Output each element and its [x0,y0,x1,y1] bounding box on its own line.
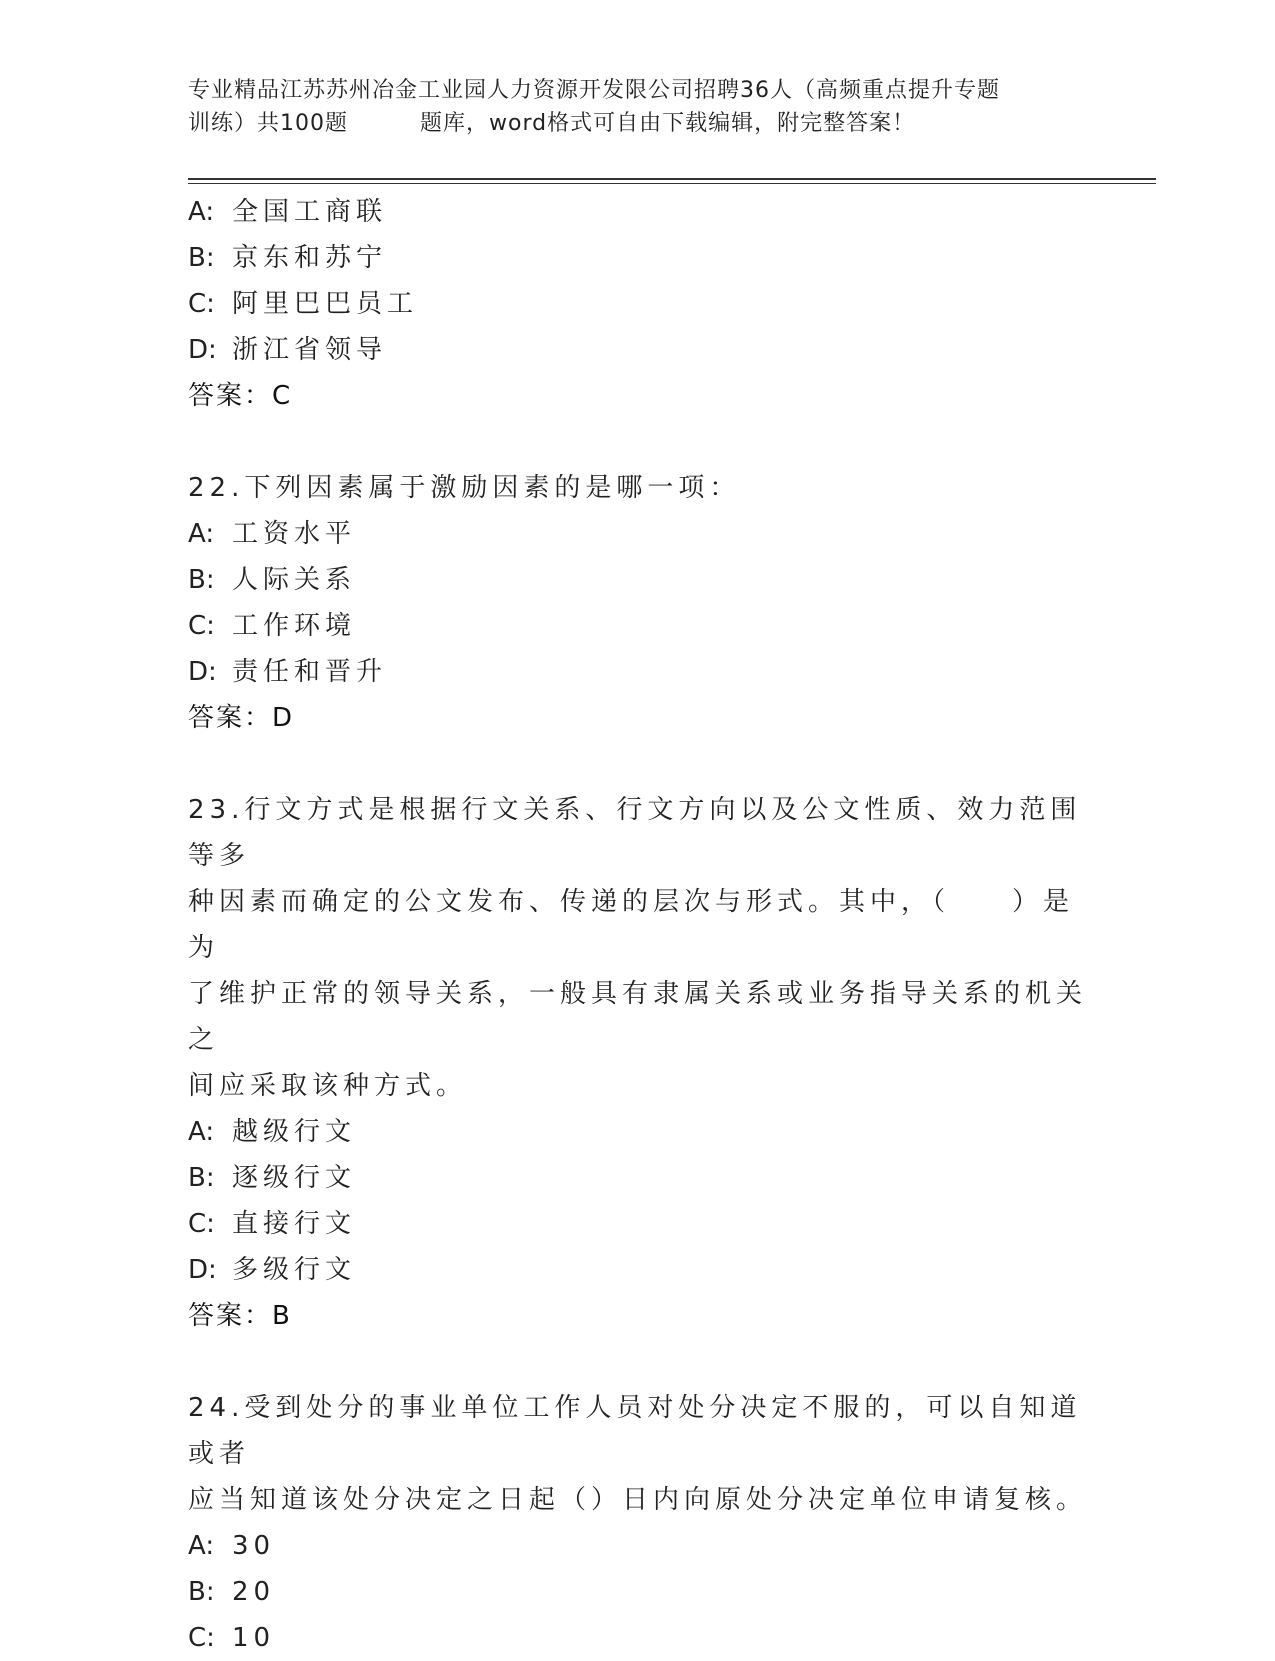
question-text-line: 间应采取该种方式。 [188,1071,468,1101]
option-d [188,327,1088,373]
question-text-line: 了维护正常的领导关系，一般具有隶属关系或业务指导关系的机关之 [188,979,1088,1055]
option-key: A: [188,197,215,227]
option-key: A: [188,1531,215,1561]
option-a [188,189,1088,235]
option-key: C: [188,1209,215,1239]
option-b [188,1569,1088,1615]
question-block-21 [188,189,1088,419]
option-b [188,1155,1088,1201]
question-text: 22.下列因素属于激励因素的是哪一项： [188,473,741,503]
option-a [188,511,1088,557]
question-text-line: 种因素而确定的公文发布、传递的层次与形式。其中，（ ）是为 [188,887,1075,963]
option-a [188,1523,1088,1569]
header-line-2 [188,107,1088,140]
header-divider-thick [188,178,1156,180]
option-b [188,557,1088,603]
option-d [188,649,1088,695]
question-spacer [188,1339,1088,1385]
document-header [188,74,1088,140]
option-text: 10 [232,1623,276,1653]
question-block-23 [188,787,1088,1339]
option-key: A: [188,519,215,549]
option-key: A: [188,1117,215,1147]
option-key: B: [188,1577,215,1607]
option-text: 人际关系 [232,565,357,595]
header-line-2-b: 题库，word格式可自由下载编辑，附完整答案！ [420,111,916,136]
option-c [188,1201,1088,1247]
question-text-line: 24.受到处分的事业单位工作人员对处分决定不服的，可以自知道或者 [188,1393,1082,1469]
option-c [188,281,1088,327]
option-key: D: [188,335,217,365]
option-a [188,1109,1088,1155]
option-text: 阿里巴巴员工 [232,289,419,319]
option-text: 越级行文 [232,1117,357,1147]
option-c [188,603,1088,649]
option-text: 工作环境 [232,611,357,641]
option-d [188,1247,1088,1293]
option-text: 工资水平 [232,519,357,549]
option-text: 逐级行文 [232,1163,357,1193]
answer-line: 答案：C [188,381,293,411]
question-text-line: 应当知道该处分决定之日起（）日内向原处分决定单位申请复核。 [188,1485,1088,1515]
header-line-2-a: 训练）共100题 [188,111,348,136]
question-text-line: 23.行文方式是根据行文关系、行文方向以及公文性质、效力范围等多 [188,795,1082,871]
option-text: 30 [232,1531,276,1561]
option-text: 多级行文 [232,1255,357,1285]
option-text: 京东和苏宁 [232,243,388,273]
option-key: D: [188,1255,217,1285]
option-text: 浙江省领导 [232,335,388,365]
option-key: D: [188,657,217,687]
question-block-22 [188,465,1088,741]
option-text: 20 [232,1577,276,1607]
option-key: C: [188,289,215,319]
answer-line: 答案：B [188,1301,292,1331]
header-line-1: 专业精品江苏苏州冶金工业园人力资源开发限公司招聘36人（高频重点提升专题 [188,78,1000,103]
question-spacer [188,419,1088,465]
header-divider-thin [188,183,1156,184]
option-key: B: [188,565,215,595]
option-key: C: [188,611,215,641]
option-text: 全国工商联 [232,197,388,227]
option-text: 责任和晋升 [232,657,388,687]
question-list [188,189,1088,1661]
option-b [188,235,1088,281]
question-spacer [188,741,1088,787]
option-key: B: [188,1163,215,1193]
option-key: B: [188,243,215,273]
answer-line: 答案：D [188,703,295,733]
option-text: 直接行文 [232,1209,357,1239]
option-c [188,1615,1088,1661]
question-block-24 [188,1385,1088,1661]
option-key: C: [188,1623,215,1653]
